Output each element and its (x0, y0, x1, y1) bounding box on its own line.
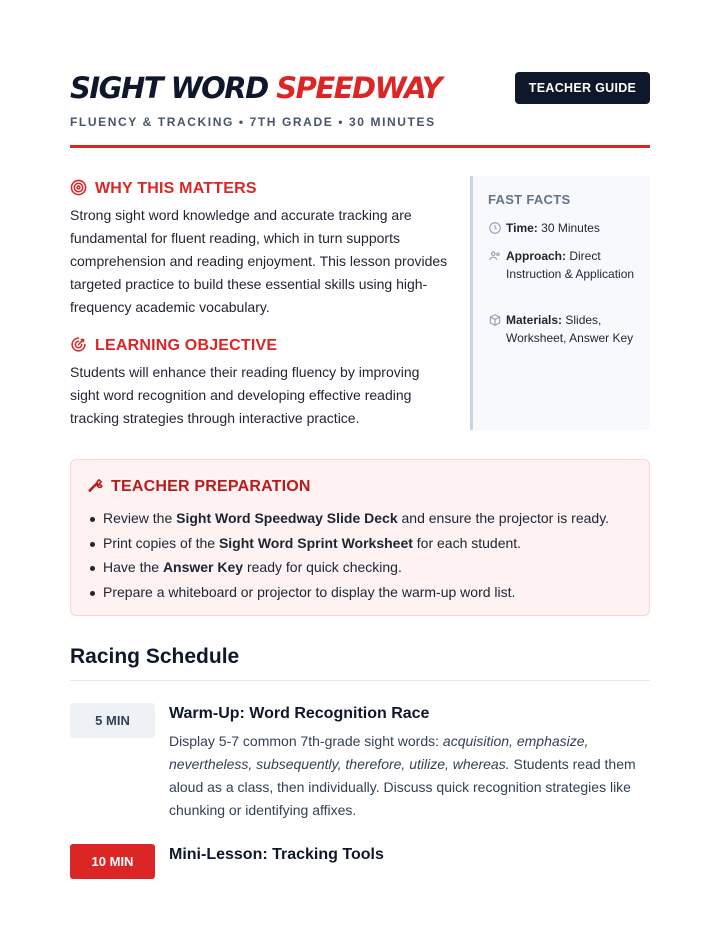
prep-list (103, 506, 609, 604)
prep-item-text: Have the (103, 559, 163, 575)
schedule-item-title: Mini-Lesson: Tracking Tools (169, 846, 384, 863)
lesson-title (70, 70, 441, 106)
title-part-1: SIGHT WORD (70, 71, 268, 105)
objective-heading-text: LEARNING OBJECTIVE (95, 337, 278, 354)
prep-item-text: ready for quick checking. (243, 559, 402, 575)
prep-item (103, 555, 609, 580)
objective-text: Students will enhance their reading fluency by improving sight word recognition and developing effective reading tracking strategies through interactive practice. (70, 364, 420, 426)
fact-approach-value: Direct Instruction & Application (506, 249, 635, 281)
fact-time-label: Time: (506, 221, 538, 235)
desc-text: Display 5-7 common 7th-grade sight words: (169, 733, 443, 749)
prep-item-text: for each student. (412, 534, 522, 551)
prep-item-text: Print copies of the (103, 534, 219, 551)
why-heading (70, 179, 257, 199)
schedule-item-desc (169, 730, 650, 822)
fast-facts-title: FAST FACTS (488, 192, 571, 207)
fact-time-value: 30 Minutes (541, 221, 600, 235)
clock-icon (488, 221, 502, 235)
why-text: Strong sight word knowledge and accurate tracking are fundamental for fluent reading, which in turn supports comprehension and reading enjoyment. This lesson provides targeted practice to build these essential skills using high-frequency academic vocabulary. (70, 207, 448, 315)
package-icon (488, 313, 502, 327)
prep-heading-text: TEACHER PREPARATION (111, 478, 311, 495)
lesson-subtitle: FLUENCY & TRACKING • 7TH GRADE • 30 MINUTES (70, 115, 436, 129)
prep-heading (87, 477, 311, 496)
teacher-preparation-box (70, 459, 650, 616)
prep-item-text: Review the (103, 510, 177, 526)
fact-materials-label: Materials: (506, 313, 563, 327)
target-icon (70, 179, 87, 196)
schedule-item-title: Warm-Up: Word Recognition Race (169, 705, 430, 722)
prep-item-bold: Sight Word Sprint Worksheet (218, 534, 413, 551)
users-icon (488, 249, 502, 263)
time-badge: 10 MIN (70, 844, 155, 879)
teacher-guide-button[interactable]: TEACHER GUIDE (515, 72, 650, 104)
wrench-icon (87, 477, 104, 494)
prep-item-text: and ensure the projector is ready. (397, 510, 610, 526)
prep-item (103, 506, 609, 531)
bullseye-arrow-icon (70, 336, 87, 353)
desc-text: Students read them aloud as a class, then individually. Discuss quick recognition strategies like chunking or identifying affixes. (169, 756, 636, 818)
prep-item-text: Prepare a whiteboard or projector to display the warm-up word list. (103, 583, 516, 600)
prep-item (103, 531, 609, 556)
schedule-title: Racing Schedule (70, 645, 240, 668)
why-heading-text: WHY THIS MATTERS (95, 180, 257, 197)
objective-heading (70, 336, 277, 356)
prep-item (103, 580, 609, 605)
title-part-2: SPEEDWAY (276, 71, 442, 105)
sight-word-list: acquisition, emphasize, nevertheless, subsequently, therefore, utilize, whereas. (169, 733, 589, 772)
fast-facts-panel (470, 176, 650, 430)
fact-approach-label: Approach: (506, 249, 566, 263)
lesson-header (70, 70, 650, 148)
prep-item-bold: Answer Key (162, 559, 244, 575)
schedule-divider (70, 680, 650, 681)
prep-item-bold: Sight Word Speedway Slide Deck (176, 510, 398, 526)
fact-materials (488, 311, 648, 347)
fact-time (488, 219, 648, 237)
fact-approach (488, 247, 648, 283)
fact-materials-value: Slides, Worksheet, Answer Key (506, 313, 634, 345)
time-badge: 5 MIN (70, 703, 155, 738)
